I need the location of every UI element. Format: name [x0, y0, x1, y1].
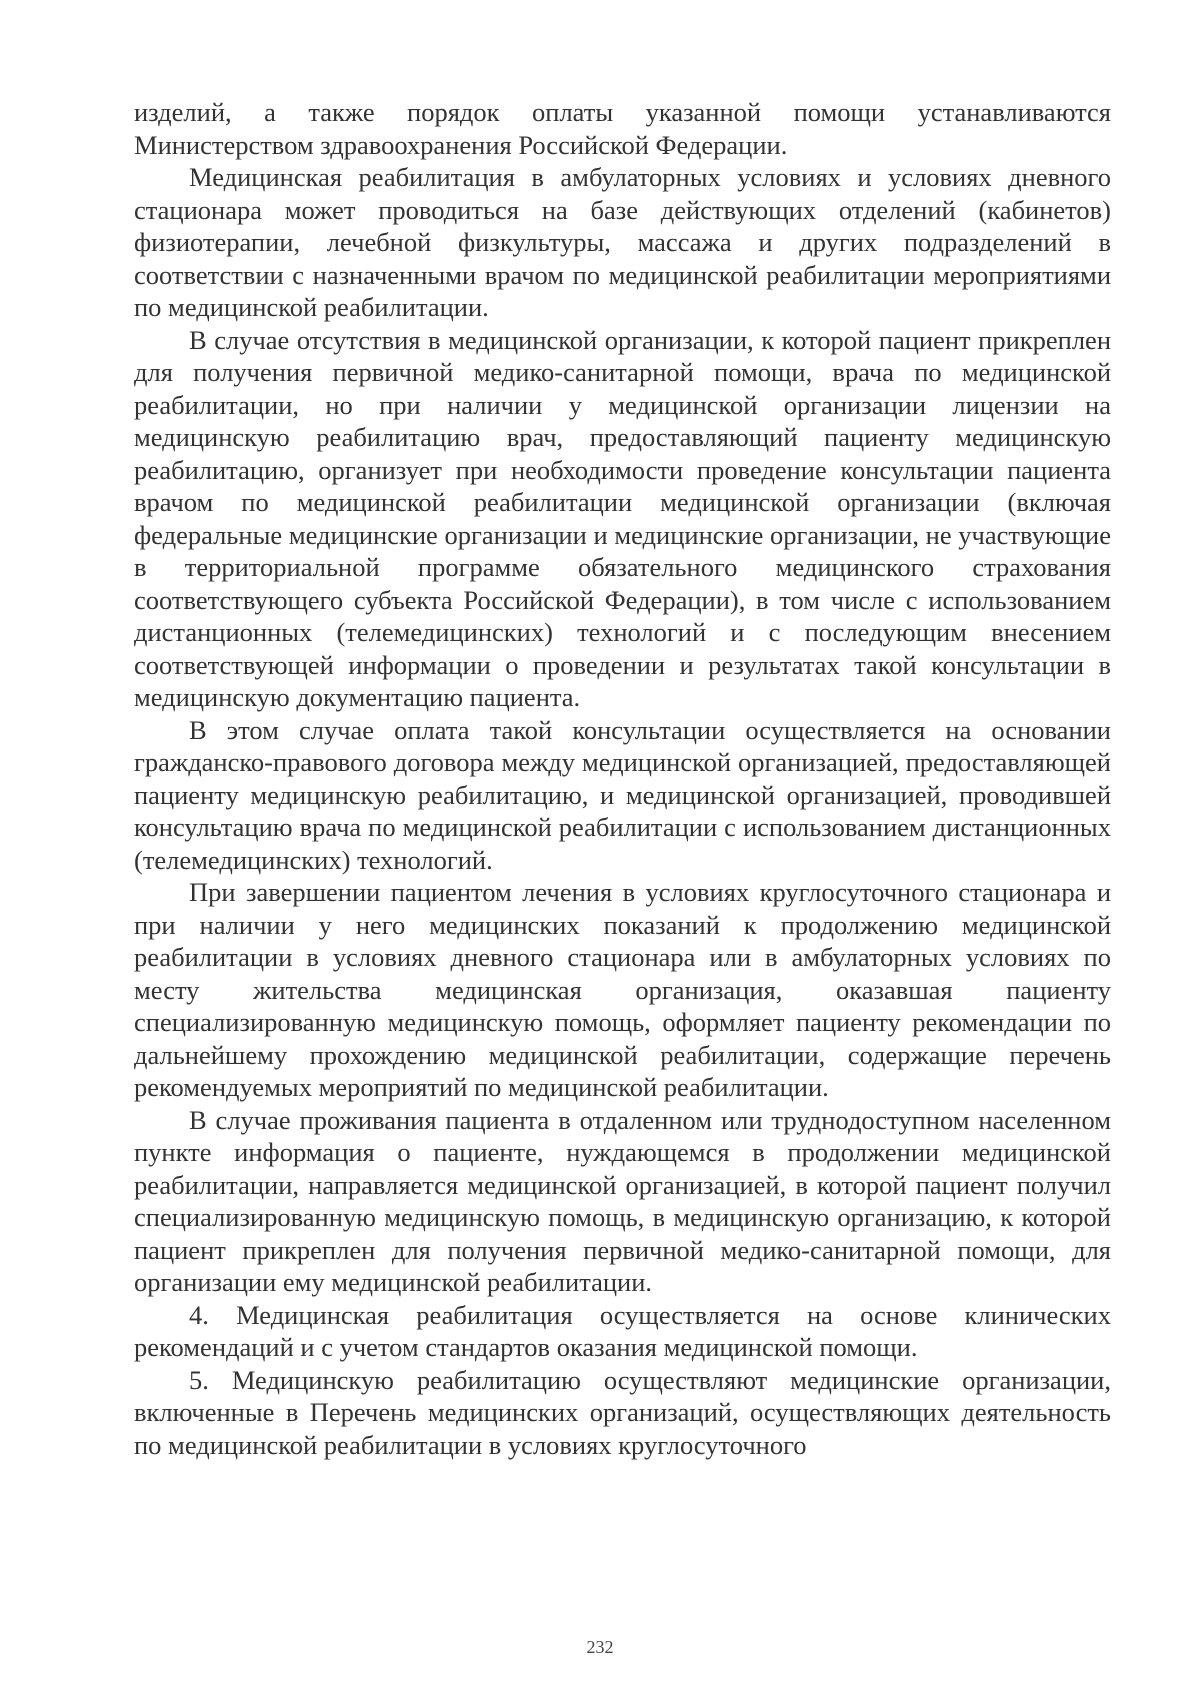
- paragraph-remote-patient: В случае проживания пациента в отдаленном или труднодоступном населенном пункте информация о пациенте, нуждающемся в продолжении медицинской реабилитации, направляется медицинской организацией, в которой пациент получил специализированную медицинскую помощь, в медицинскую организацию, к которой пациент прикреплен для получения первичной медико-санитарной помощи, для организации ему медицинской реабилитации.: [134, 1104, 1111, 1297]
- paragraph-continuation: изделий, а также порядок оплаты указанной помощи устанавливаются Министерством здравоохранения Российской Федерации.: [134, 97, 1111, 160]
- paragraph-consultation-payment: В этом случае оплата такой консультации осуществляется на основании гражданско-правового договора между медицинской организацией, предоставляющей пациенту медицинскую реабилитацию, и медицинской организацией, проводившей консультацию врача по медицинской реабилитации с использованием дистанционных (телемедицинских) технологий.: [134, 714, 1111, 875]
- paragraph-item-4: 4. Медицинская реабилитация осуществляется на основе клинических рекомендаций и с учетом стандартов оказания медицинской помощи.: [134, 1299, 1111, 1362]
- document-body: [134, 96, 1111, 1461]
- paragraph-rehab-outpatient: Медицинская реабилитация в амбулаторных условиях и условиях дневного стационара может проводиться на базе действующих отделений (кабинетов) физиотерапии, лечебной физкультуры, массажа и других подразделений в соответствии с назначенными врачом по медицинской реабилитации мероприятиями по медицинской реабилитации.: [134, 162, 1111, 322]
- page-number: 232: [586, 1637, 614, 1657]
- paragraph-discharge-recommendations: При завершении пациентом лечения в условиях круглосуточного стационара и при наличии у него медицинских показаний к продолжению медицинской реабилитации в условиях дневного стационара или в амбулаторных условиях по месту жительства медицинская организация, оказавшая пациенту специализированную медицинскую помощь, оформляет пациенту рекомендации по дальнейшему прохождению медицинской реабилитации, содержащие перечень рекомендуемых мероприятий по медицинской реабилитации.: [134, 877, 1111, 1102]
- paragraph-item-5: 5. Медицинскую реабилитацию осуществляют медицинские организации, включенные в Перечень медицинских организаций, осуществляющих деятельность по медицинской реабилитации в условиях круглосуточного: [134, 1364, 1111, 1460]
- paragraph-no-rehab-doctor: В случае отсутствия в медицинской организации, к которой пациент прикреплен для получения первичной медико-санитарной помощи, врача по медицинской реабилитации, но при наличии у медицинской организации лицензии на медицинскую реабилитацию врач, предоставляющий пациенту медицинскую реабилитацию, организует при необходимости проведение консультации пациента врачом по медицинской реабилитации медицинской организации (включая федеральные медицинские организации и медицинские организации, не участвующие в территориальной программе обязательного медицинского страхования соответствующего субъекта Российской Федерации), в том числе с использованием дистанционных (телемедицинских) технологий и с последующим внесением соответствующей информации о проведении и результатах такой консультации в медицинскую документацию пациента.: [134, 324, 1111, 712]
